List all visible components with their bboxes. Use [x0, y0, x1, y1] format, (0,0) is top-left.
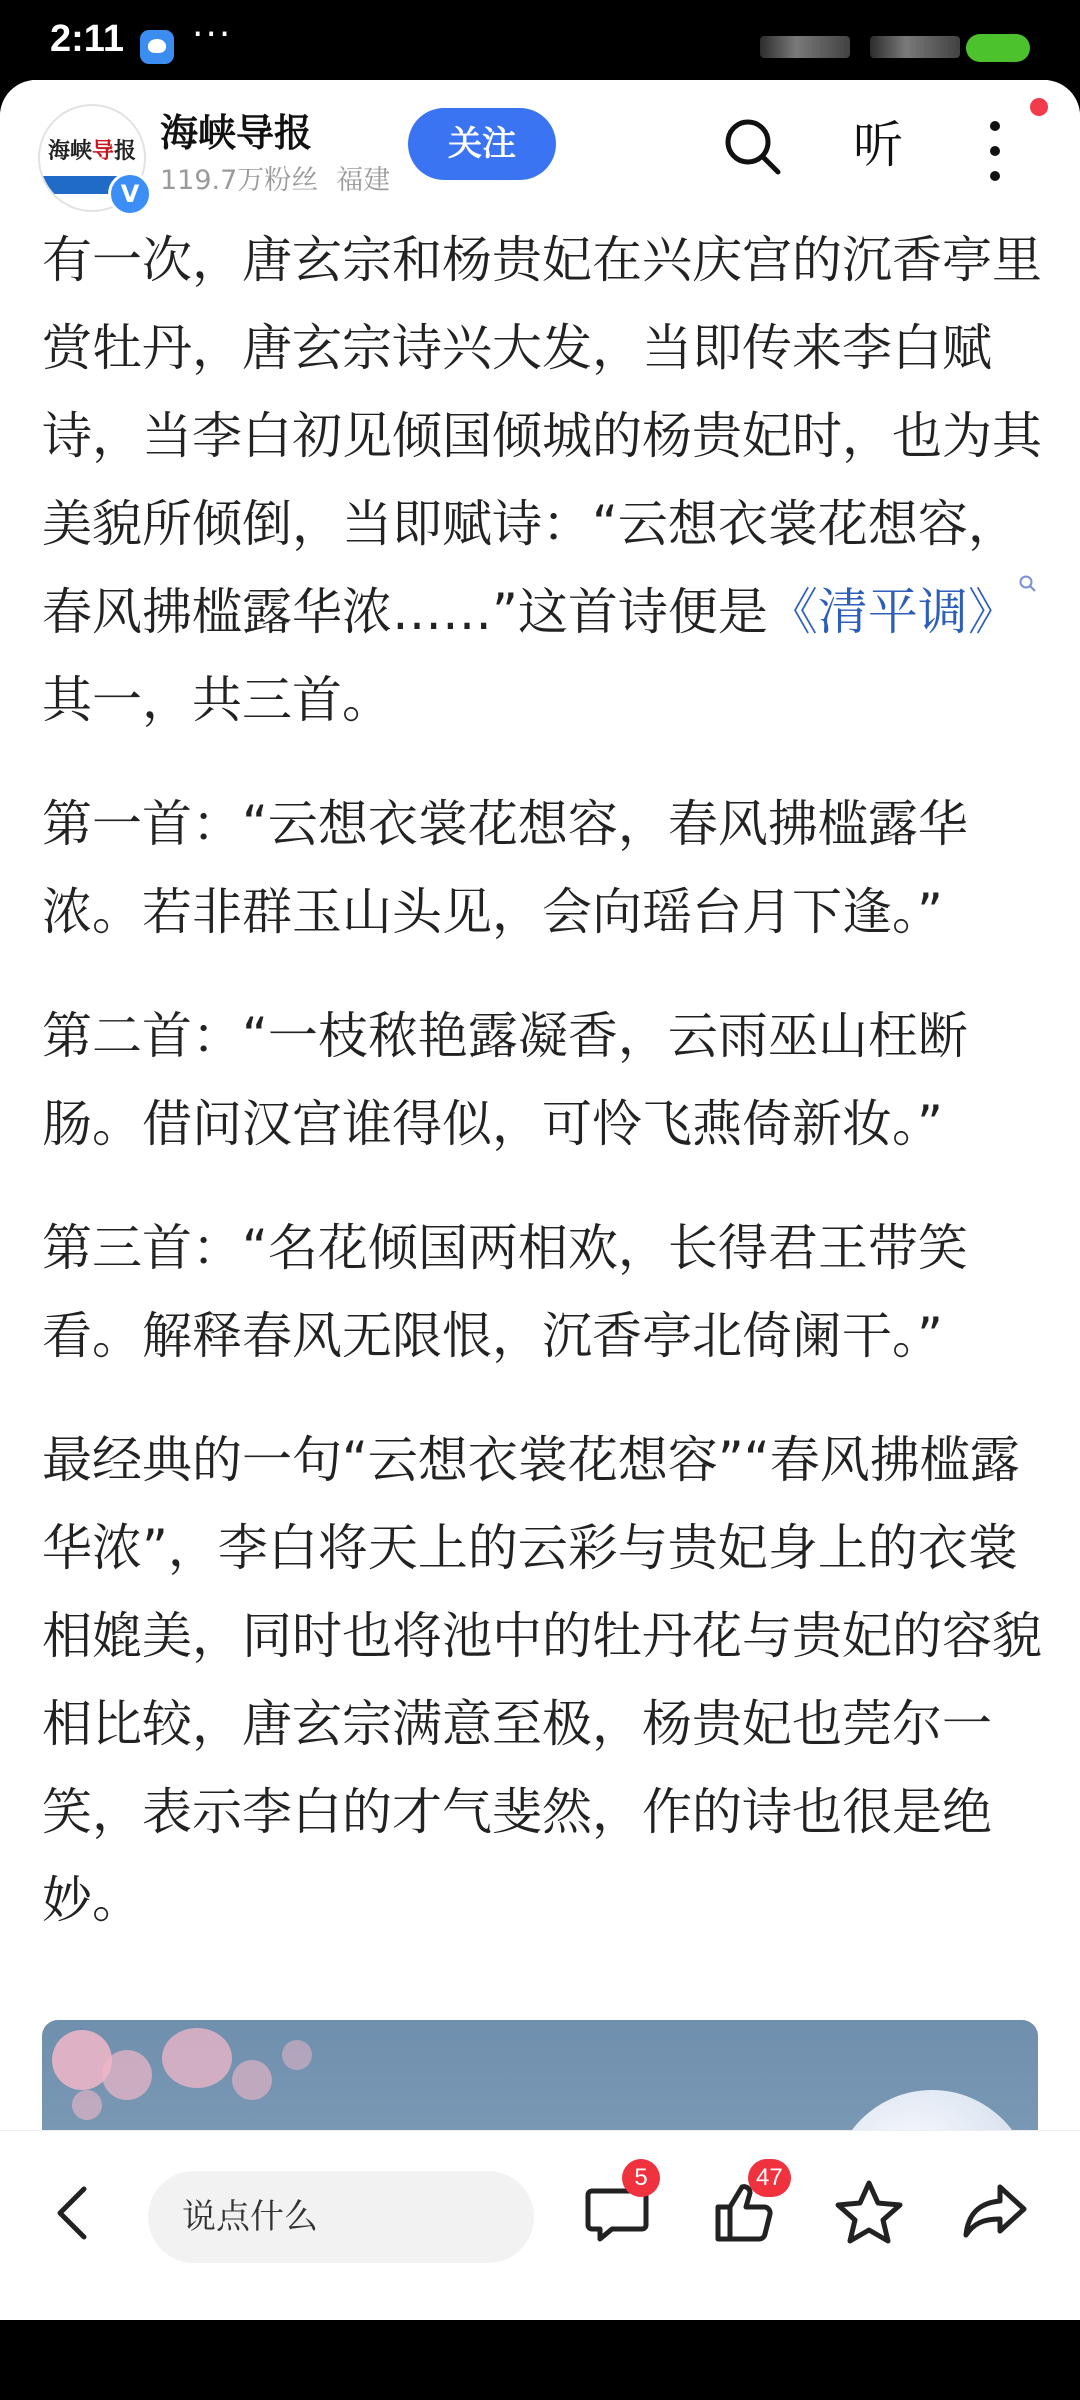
comment-button[interactable] [582, 2164, 652, 2247]
channel-meta [160, 158, 390, 197]
listen-button[interactable]: 听 [853, 116, 903, 174]
article-paragraph-2: 第一首：“云想衣裳花想容，春风拂槛露华浓。若非群玉山头见，会向瑶台月下逢。” [42, 795, 968, 941]
status-indicators [720, 28, 1050, 68]
wifi-icon [870, 36, 960, 58]
favorite-button[interactable] [834, 2177, 904, 2247]
status-bar [0, 0, 1080, 80]
status-time: 2:11 [50, 18, 124, 60]
poem-link[interactable]: 《清平调》 [767, 583, 1018, 641]
article-paragraph-1: 有一次，唐玄宗和杨贵妃在兴庆宫的沉香亭里赏牡丹，唐玄宗诗兴大发，当即传来李白赋诗，当李白初见倾国倾城的杨贵妃时，也为其美貌所倾倒，当即赋诗：“云想衣裳花想容，春风拂槛露华浓……”这首诗便是《清平调》 其一，共三首。 [42, 231, 1042, 729]
article-paragraph-4: 第三首：“名花倾国两相欢，长得君王带笑看。解释春风无限恨，沉香亭北倚阑干。” [42, 1219, 968, 1365]
channel-logo: 海峡导报 [47, 138, 137, 164]
system-navigation-bar [0, 2300, 1080, 2320]
status-more-indicator: ··· [192, 14, 233, 55]
back-icon[interactable] [48, 2183, 98, 2243]
link-search-icon [1018, 574, 1038, 594]
battery-icon [966, 34, 1030, 62]
notification-dot [1030, 98, 1048, 116]
app-screen [0, 80, 1080, 2320]
follower-count: 119.7万粉丝 [160, 165, 319, 196]
channel-name[interactable]: 海峡导报 [160, 111, 313, 155]
comment-count-badge: 5 [622, 2159, 660, 2197]
article-body [42, 216, 1042, 1980]
signal-icon [760, 36, 850, 58]
like-count-badge: 47 [748, 2159, 791, 2197]
more-icon[interactable] [980, 116, 1010, 186]
article-paragraph-3: 第二首：“一枝秾艳露凝香，云雨巫山枉断肠。借问汉宫谁得似，可怜飞燕倚新妆。” [42, 1007, 968, 1153]
comment-input[interactable]: 说点什么 [148, 2171, 534, 2263]
share-icon [960, 2177, 1030, 2247]
article-paragraph-5: 最经典的一句“云想衣裳花想容”“春风拂槛露华浓”，李白将天上的云彩与贵妃身上的衣裳相媲美，同时也将池中的牡丹花与贵妃的容貌相比较，唐玄宗满意至极，杨贵妃也莞尔一笑，表示李白的才气斐然，作的诗也很是绝妙。 [42, 1431, 1042, 1929]
notification-app-icon [140, 30, 174, 64]
share-button[interactable] [960, 2177, 1030, 2247]
verified-badge-icon: V [108, 172, 152, 216]
star-icon [834, 2177, 904, 2247]
like-button[interactable] [710, 2164, 783, 2247]
bottom-action-bar [0, 2130, 1080, 2301]
search-icon[interactable] [720, 114, 784, 178]
follow-button[interactable]: 关注 [408, 108, 556, 180]
channel-location: 福建 [336, 165, 391, 196]
article-header [0, 80, 1080, 220]
